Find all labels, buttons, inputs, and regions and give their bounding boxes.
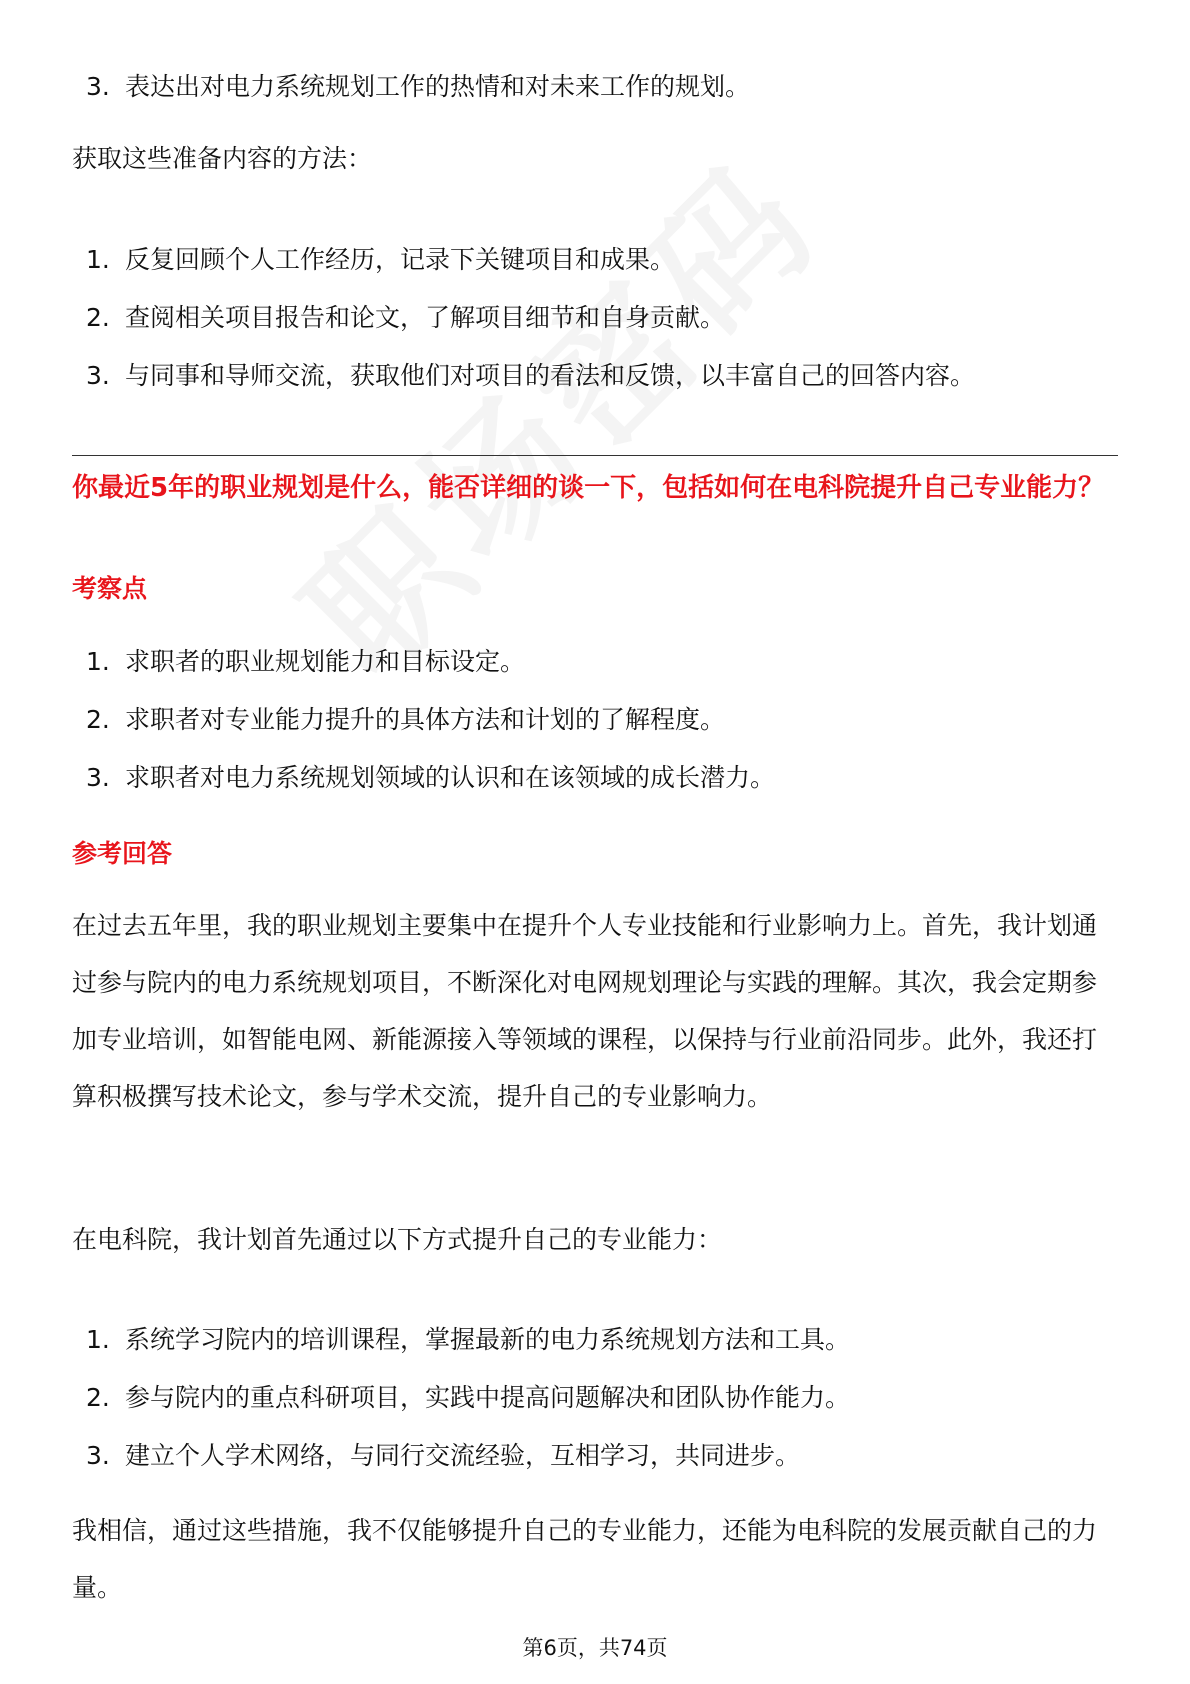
list-number: 3.	[86, 763, 110, 792]
list-item	[72, 1427, 1118, 1485]
list-text: 建立个人学术网络，与同行交流经验，互相学习，共同进步。	[125, 1441, 801, 1470]
list-number: 3.	[86, 1441, 110, 1470]
list-number: 2.	[86, 303, 110, 332]
list-text: 表达出对电力系统规划工作的热情和对未来工作的规划。	[125, 72, 751, 101]
list-text: 求职者对电力系统规划领域的认识和在该领域的成长潜力。	[125, 763, 776, 792]
list-text: 与同事和导师交流，获取他们对项目的看法和反馈，以丰富自己的回答内容。	[125, 361, 976, 390]
list-text: 求职者对专业能力提升的具体方法和计划的了解程度。	[125, 705, 726, 734]
intro-list	[72, 58, 1118, 116]
answer-paragraph: 在电科院，我计划首先通过以下方式提升自己的专业能力：	[72, 1225, 723, 1254]
list-text: 求职者的职业规划能力和目标设定。	[125, 647, 526, 676]
section-divider	[72, 455, 1118, 456]
list-item	[72, 58, 1118, 116]
list-item	[72, 231, 1118, 289]
list-text: 查阅相关项目报告和论文，了解项目细节和自身贡献。	[125, 303, 726, 332]
list-number: 3.	[86, 361, 110, 390]
page-footer: 第6页，共74页	[522, 1636, 668, 1660]
list-item	[72, 1311, 1118, 1369]
answer-paragraph: 我相信，通过这些措施，我不仅能够提升自己的专业能力，还能为电科院的发展贡献自己的力量。	[72, 1516, 1098, 1602]
list-number: 2.	[86, 705, 110, 734]
list-item	[72, 1369, 1118, 1427]
list-text: 系统学习院内的培训课程，掌握最新的电力系统规划方法和工具。	[125, 1325, 851, 1354]
list-number: 1.	[86, 647, 110, 676]
assessment-label: 考察点	[72, 574, 148, 603]
answer-paragraph: 在过去五年里，我的职业规划主要集中在提升个人专业技能和行业影响力上。首先，我计划通过参与院内的电力系统规划项目，不断深化对电网规划理论与实践的理解。其次，我会定期参加专业培训，如智能电网、新能源接入等领域的课程，以保持与行业前沿同步。此外，我还打算积极撰写技术论文，参与学术交流，提升自己的专业影响力。	[72, 911, 1098, 1111]
methods-list	[72, 231, 1118, 405]
list-text: 参与院内的重点科研项目，实践中提高问题解决和团队协作能力。	[125, 1383, 851, 1412]
list-number: 2.	[86, 1383, 110, 1412]
list-text: 反复回顾个人工作经历，记录下关键项目和成果。	[125, 245, 676, 274]
list-number: 3.	[86, 72, 110, 101]
list-item	[72, 691, 1118, 749]
list-item	[72, 289, 1118, 347]
document-page	[72, 0, 1118, 1684]
question-title: 你最近5年的职业规划是什么，能否详细的谈一下，包括如何在电科院提升自己专业能力？	[72, 473, 1105, 503]
methods-title: 获取这些准备内容的方法：	[72, 144, 373, 173]
list-item	[72, 347, 1118, 405]
answer-steps-list	[72, 1311, 1118, 1485]
answer-label: 参考回答	[72, 839, 173, 868]
list-item	[72, 633, 1118, 691]
assessment-list	[72, 633, 1118, 807]
list-item	[72, 749, 1118, 807]
list-number: 1.	[86, 245, 110, 274]
list-number: 1.	[86, 1325, 110, 1354]
